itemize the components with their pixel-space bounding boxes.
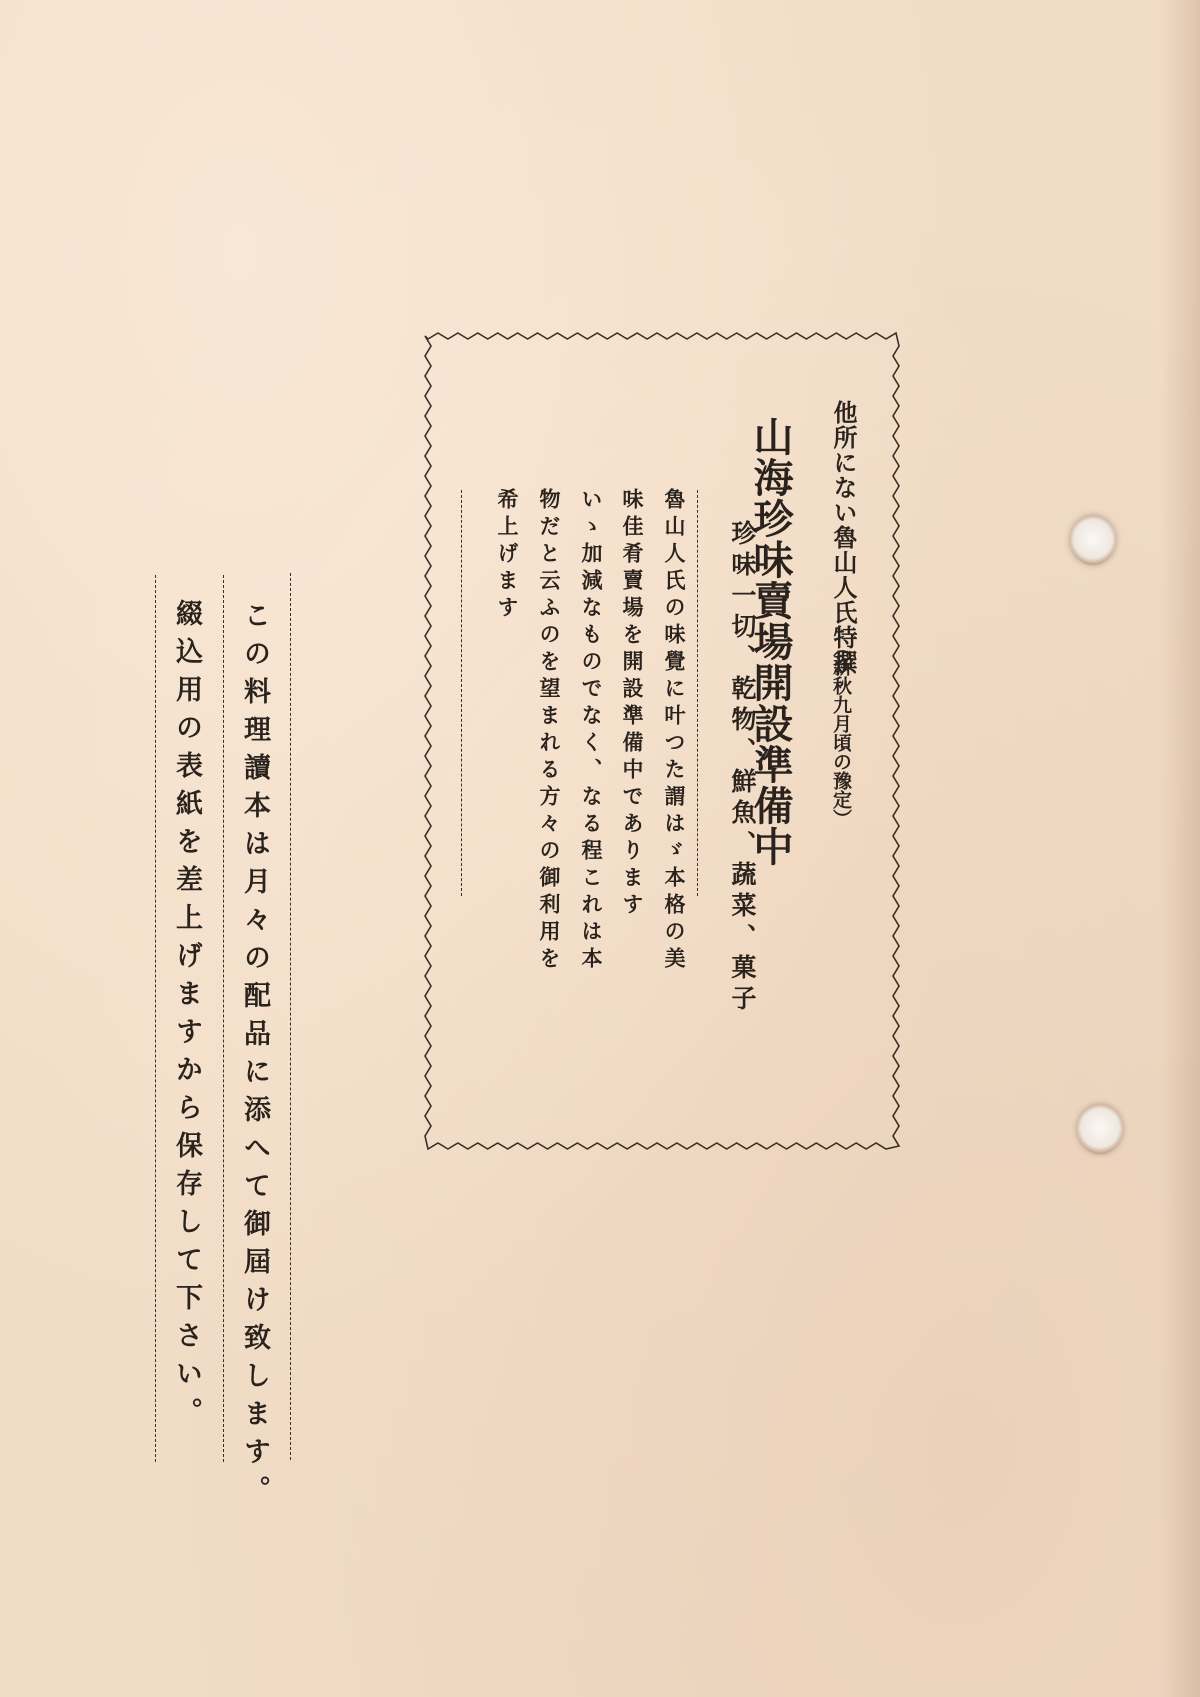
advertisement-opening-note: （新秋九月頃の豫定） xyxy=(830,638,852,828)
binding-hole xyxy=(1070,515,1116,565)
notice-divider xyxy=(223,575,224,1462)
notice-delivery-line: この料理讀本は月々の配品に添へて御屆け致します。 xyxy=(239,601,270,1513)
advertisement-body-line: 希上げます xyxy=(495,488,520,623)
advertisement-items-line: 珍味一切、乾物、鮮魚、蔬菜、菓子 xyxy=(728,520,757,1016)
advertisement-body-line: 物だと云ふのを望まれる方々の御利用を xyxy=(537,488,562,974)
advertisement-box xyxy=(422,330,902,1152)
advertisement-headline: 山海珍味賣場開設準備中 xyxy=(747,416,794,867)
advertisement-kicker: 他所にない魯山人氏特撰 xyxy=(829,400,858,675)
notice-binder-line: 綴込用の表紙を差上げますから保存して下さい。 xyxy=(171,599,202,1435)
notice-divider xyxy=(290,573,291,1460)
binding-hole xyxy=(1077,1104,1123,1154)
advertisement-body-line: 味佳肴賣場を開設準備中であります xyxy=(620,488,645,920)
body-divider-left xyxy=(461,490,462,896)
page-edge-shadow xyxy=(1160,0,1200,1697)
notice-divider xyxy=(155,575,156,1462)
advertisement-body-line: 魯山人氏の味覺に叶つた謂はゞ本格の美 xyxy=(662,488,687,974)
body-divider-right xyxy=(697,490,698,896)
advertisement-body-line: いゝ加減なものでなく、なる程これは本 xyxy=(579,488,604,974)
